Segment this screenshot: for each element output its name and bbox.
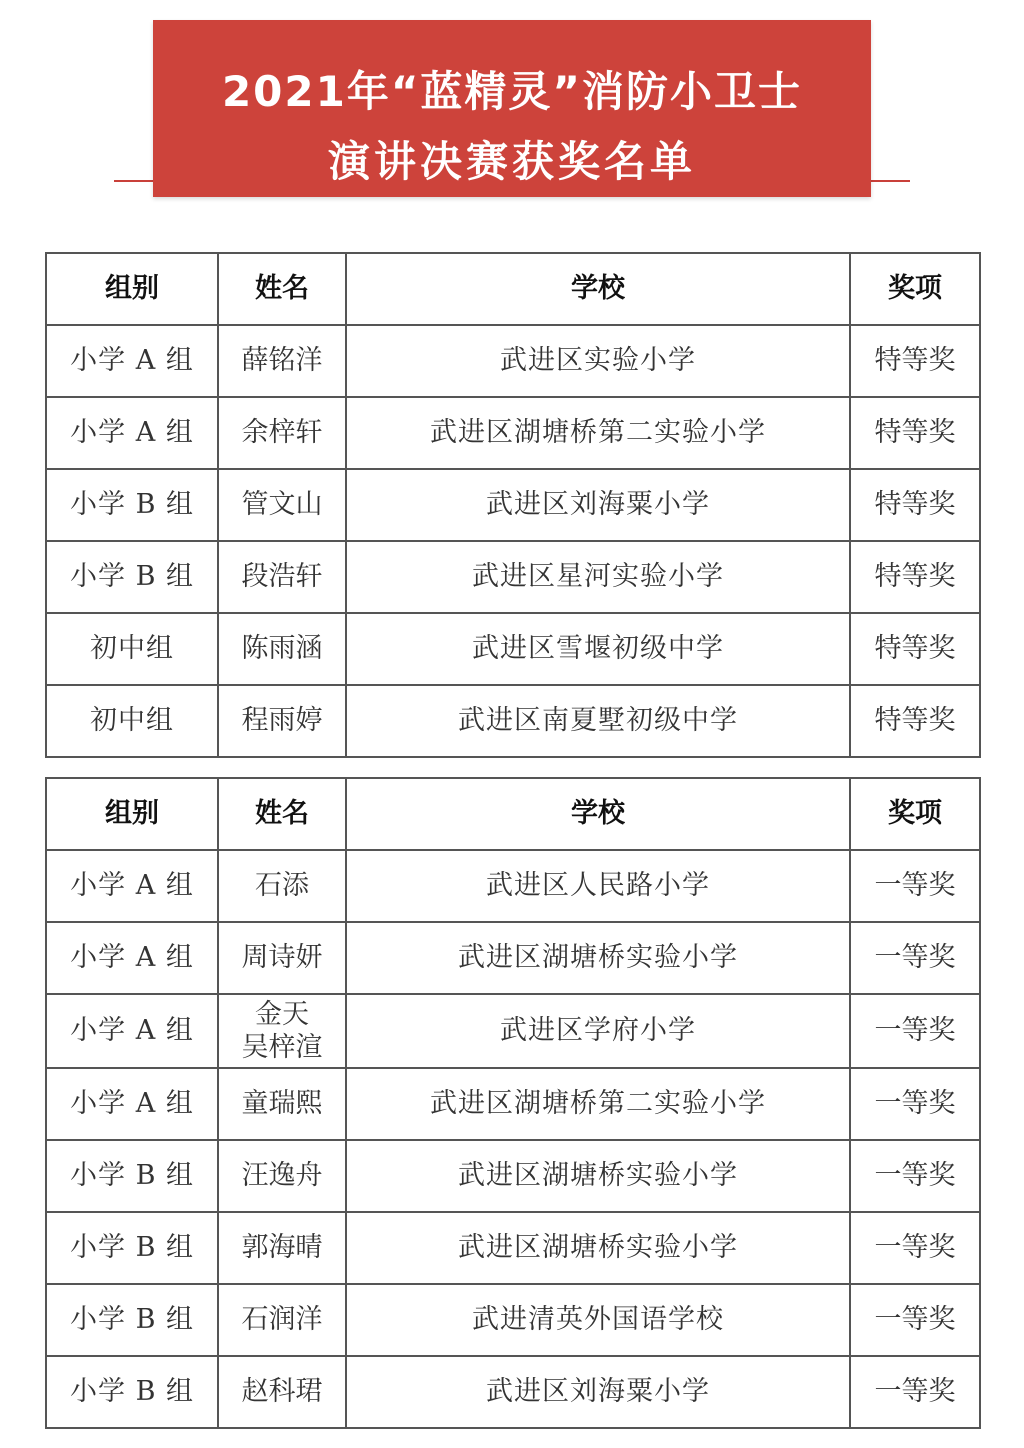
header-name: 姓名 xyxy=(218,778,346,850)
cell-award: 特等奖 xyxy=(850,469,980,541)
cell-name-line1: 金天 xyxy=(255,999,309,1030)
cell-school: 武进区星河实验小学 xyxy=(346,541,850,613)
cell-group: 小学 B 组 xyxy=(46,469,218,541)
cell-award: 一等奖 xyxy=(850,1212,980,1284)
cell-name: 管文山 xyxy=(218,469,346,541)
header-group: 组别 xyxy=(46,778,218,850)
cell-award: 特等奖 xyxy=(850,613,980,685)
cell-group: 初中组 xyxy=(46,685,218,757)
page-title-line2: 演讲决赛获奖名单 xyxy=(327,137,696,186)
cell-name xyxy=(218,994,346,1068)
cell-name: 余梓轩 xyxy=(218,397,346,469)
table-row xyxy=(46,1140,980,1212)
cell-group: 小学 B 组 xyxy=(46,541,218,613)
cell-group: 小学 B 组 xyxy=(46,1212,218,1284)
cell-name-line2: 吴梓渲 xyxy=(241,1032,323,1063)
cell-group: 初中组 xyxy=(46,613,218,685)
cell-group: 小学 A 组 xyxy=(46,325,218,397)
table-row xyxy=(46,613,980,685)
cell-award: 一等奖 xyxy=(850,1068,980,1140)
cell-group: 小学 B 组 xyxy=(46,1140,218,1212)
cell-school: 武进清英外国语学校 xyxy=(346,1284,850,1356)
cell-school: 武进区人民路小学 xyxy=(346,850,850,922)
cell-group: 小学 A 组 xyxy=(46,1068,218,1140)
header-name: 姓名 xyxy=(218,253,346,325)
cell-school: 武进区湖塘桥实验小学 xyxy=(346,1212,850,1284)
header-school: 学校 xyxy=(346,253,850,325)
table-row xyxy=(46,397,980,469)
cell-group: 小学 A 组 xyxy=(46,994,218,1068)
cell-group: 小学 B 组 xyxy=(46,1356,218,1428)
cell-name: 汪逸舟 xyxy=(218,1140,346,1212)
cell-school: 武进区实验小学 xyxy=(346,325,850,397)
cell-name: 郭海晴 xyxy=(218,1212,346,1284)
cell-name: 段浩轩 xyxy=(218,541,346,613)
header-award: 奖项 xyxy=(850,778,980,850)
cell-name: 赵科珺 xyxy=(218,1356,346,1428)
cell-name: 程雨婷 xyxy=(218,685,346,757)
cell-award: 特等奖 xyxy=(850,685,980,757)
cell-name: 童瑞熙 xyxy=(218,1068,346,1140)
table-row xyxy=(46,325,980,397)
header-school: 学校 xyxy=(346,778,850,850)
header-group: 组别 xyxy=(46,253,218,325)
cell-award: 特等奖 xyxy=(850,325,980,397)
table-row xyxy=(46,850,980,922)
page-title-line1: 2021年“蓝精灵”消防小卫士 xyxy=(221,67,803,116)
cell-award: 一等奖 xyxy=(850,1140,980,1212)
first-award-table xyxy=(45,777,981,1429)
table-row xyxy=(46,1068,980,1140)
cell-name: 薛铭洋 xyxy=(218,325,346,397)
cell-name: 陈雨涵 xyxy=(218,613,346,685)
table-row xyxy=(46,469,980,541)
cell-award: 一等奖 xyxy=(850,1356,980,1428)
table-row xyxy=(46,1356,980,1428)
cell-school: 武进区湖塘桥第二实验小学 xyxy=(346,1068,850,1140)
special-award-table xyxy=(45,252,981,758)
cell-name: 石添 xyxy=(218,850,346,922)
cell-school: 武进区刘海粟小学 xyxy=(346,469,850,541)
cell-award: 一等奖 xyxy=(850,922,980,994)
table-row xyxy=(46,922,980,994)
cell-school: 武进区学府小学 xyxy=(346,994,850,1068)
header-award: 奖项 xyxy=(850,253,980,325)
cell-award: 一等奖 xyxy=(850,994,980,1068)
cell-group: 小学 B 组 xyxy=(46,1284,218,1356)
cell-award: 特等奖 xyxy=(850,541,980,613)
cell-school: 武进区刘海粟小学 xyxy=(346,1356,850,1428)
cell-school: 武进区湖塘桥第二实验小学 xyxy=(346,397,850,469)
cell-school: 武进区雪堰初级中学 xyxy=(346,613,850,685)
cell-award: 一等奖 xyxy=(850,850,980,922)
cell-award: 一等奖 xyxy=(850,1284,980,1356)
table-header-row xyxy=(46,253,980,325)
table-row xyxy=(46,541,980,613)
cell-school: 武进区湖塘桥实验小学 xyxy=(346,1140,850,1212)
table-row xyxy=(46,1284,980,1356)
title-banner xyxy=(153,20,871,197)
cell-school: 武进区南夏墅初级中学 xyxy=(346,685,850,757)
cell-school: 武进区湖塘桥实验小学 xyxy=(346,922,850,994)
table-row xyxy=(46,994,980,1068)
cell-name: 周诗妍 xyxy=(218,922,346,994)
cell-name: 石润洋 xyxy=(218,1284,346,1356)
table-row xyxy=(46,1212,980,1284)
table-row xyxy=(46,685,980,757)
cell-group: 小学 A 组 xyxy=(46,850,218,922)
cell-group: 小学 A 组 xyxy=(46,922,218,994)
cell-group: 小学 A 组 xyxy=(46,397,218,469)
cell-award: 特等奖 xyxy=(850,397,980,469)
table-header-row xyxy=(46,778,980,850)
